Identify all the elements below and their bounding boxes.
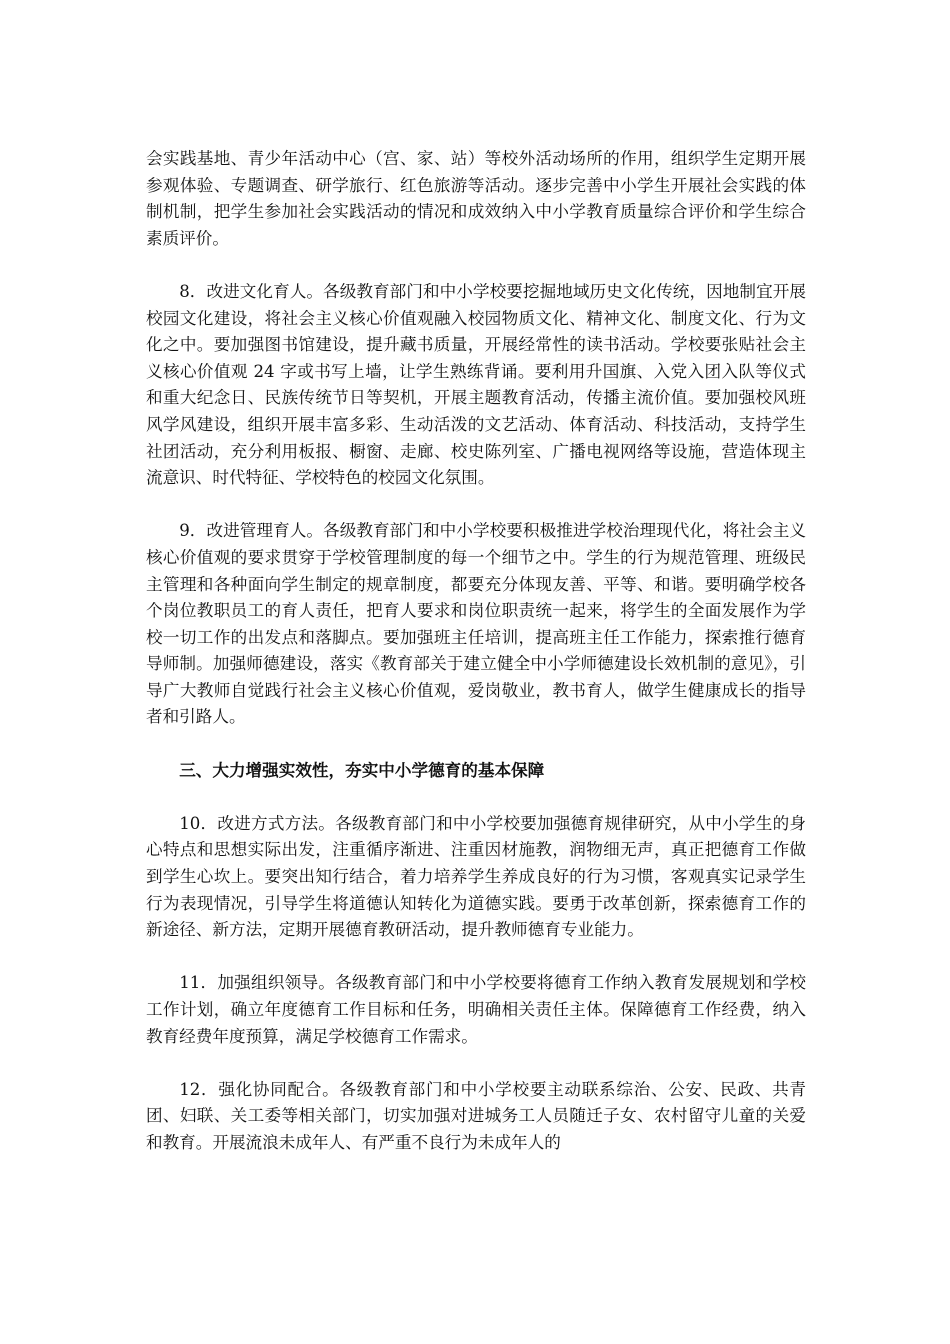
paragraph-item-11: 11．加强组织领导。各级教育部门和中小学校要将德育工作纳入教育发展规划和学校工作计划，确立年度德育工作目标和任务，明确相关责任主体。保障德育工作经费，纳入教育经费年度预算，满足学校德育工作需求。	[146, 973, 806, 1046]
paragraph-item-12: 12．强化协同配合。各级教育部门和中小学校要主动联系综治、公安、民政、共青团、妇联、关工委等相关部门，切实加强对进城务工人员随迁子女、农村留守儿童的关爱和教育。开展流浪未成年人、有严重不良行为未成年人的	[146, 1079, 806, 1152]
document-body	[146, 146, 806, 1157]
paragraph-item-9: 9．改进管理育人。各级教育部门和中小学校要积极推进学校治理现代化，将社会主义核心价值观的要求贯穿于学校管理制度的每一个细节之中。学生的行为规范管理、班级民主管理和各种面向学生制定的规章制度，都要充分体现友善、平等、和谐。要明确学校各个岗位教职员工的育人责任，把育人要求和岗位职责统一起来，将学生的全面发展作为学校一切工作的出发点和落脚点。要加强班主任培训，提高班主任工作能力，探索推行德育导师制。加强师德建设，落实《教育部关于建立健全中小学师德建设长效机制的意见》，引导广大教师自觉践行社会主义核心价值观，爱岗敬业，教书育人，做学生健康成长的指导者和引路人。	[146, 521, 806, 727]
paragraph-item-10: 10．改进方式方法。各级教育部门和中小学校要加强德育规律研究，从中小学生的身心特点和思想实际出发，注重循序渐进、注重因材施教，润物细无声，真正把德育工作做到学生心坎上。要突出知行结合，着力培养学生养成良好的行为习惯，客观真实记录学生行为表现情况，引导学生将道德认知转化为道德实践。要勇于改革创新，探索德育工作的新途径、新方法，定期开展德育教研活动，提升教师德育专业能力。	[146, 813, 806, 940]
paragraph-item-8: 8．改进文化育人。各级教育部门和中小学校要挖掘地域历史文化传统，因地制宜开展校园文化建设，将社会主义核心价值观融入校园物质文化、精神文化、制度文化、行为文化之中。要加强图书馆建设，提升藏书质量，开展经常性的读书活动。学校要张贴社会主义核心价值观 24 字或书写上墙，让学生熟练背诵。要利用升国旗、入党入团入队等仪式和重大纪念日、民族传统节日等契机，开展主题教育活动，传播主流价值。要加强校风班风学风建设，组织开展丰富多彩、生动活泼的文艺活动、体育活动、科技活动，支持学生社团活动，充分利用板报、橱窗、走廊、校史陈列室、广播电视网络等设施，营造体现主流意识、时代特征、学校特色的校园文化氛围。	[146, 281, 806, 488]
section-heading-3: 三、大力增强实效性，夯实中小学德育的基本保障	[179, 760, 545, 780]
paragraph-continuation: 会实践基地、青少年活动中心（宫、家、站）等校外活动场所的作用，组织学生定期开展参观体验、专题调查、研学旅行、红色旅游等活动。逐步完善中小学生开展社会实践的体制机制，把学生参加社会实践活动的情况和成效纳入中小学教育质量综合评价和学生综合素质评价。	[146, 149, 806, 248]
